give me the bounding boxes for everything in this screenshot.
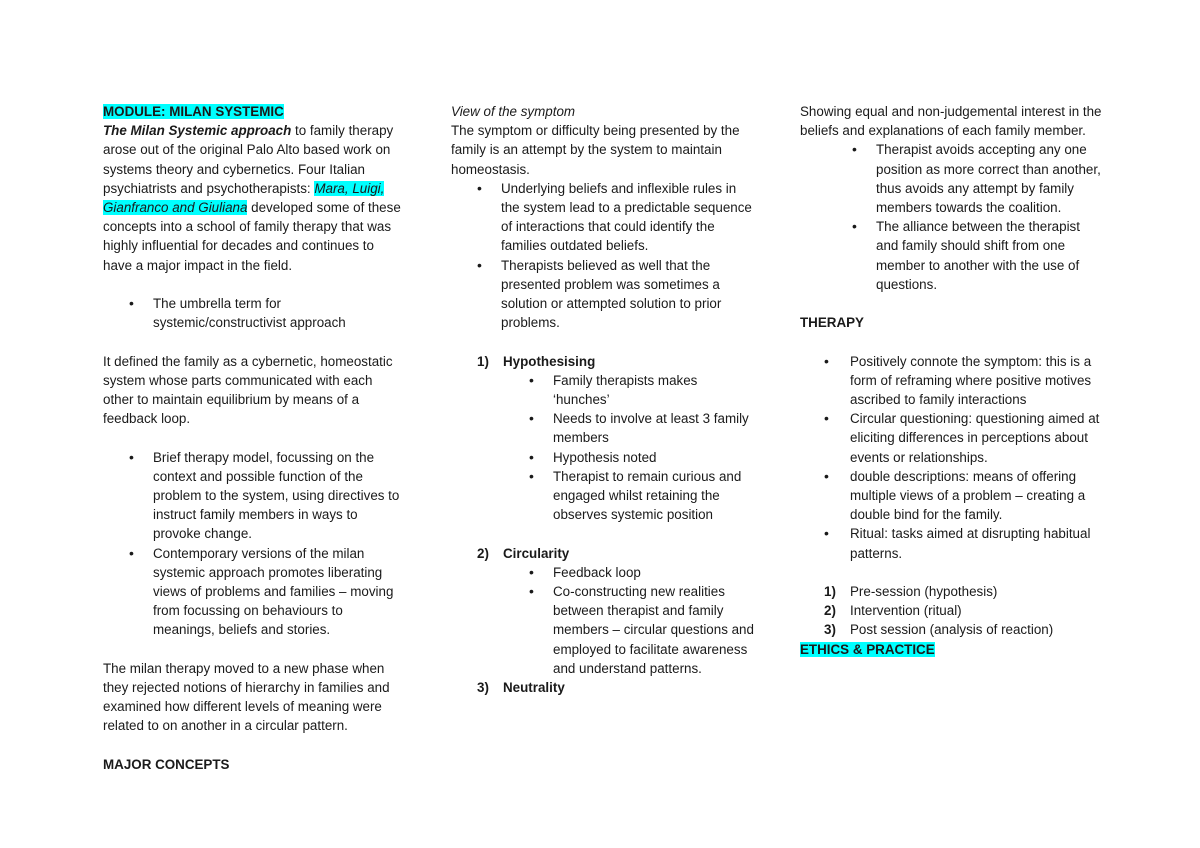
step-item: 2) Intervention (ritual) [824,603,962,619]
list-item: • The alliance between the therapist and family should shift from one member to another with the use of questions. [800,217,1105,294]
ethics-heading: ETHICS & PRACTICE [800,641,935,657]
founder-names: Mara, Luigi, Gianfranco and Giuliana [103,180,385,216]
symptom-heading: View of the symptom [451,104,576,119]
list-item: • Positively connote the symptom: this is a form of reframing where positive motives ascribed to family interactions [800,352,1105,410]
list-item: • Needs to involve at least 3 family members [451,409,756,447]
list-item: • Contemporary versions of the milan systemic approach promotes liberating views of problems and families – moving from focussing on behaviours to meanings, beliefs and stories. [103,544,403,640]
list-item: • Circular questioning: questioning aimed at eliciting differences in perceptions about events or relationships. [800,409,1105,467]
list-item: • Therapist to remain curious and engaged whilst retaining the observes systemic position [451,467,756,525]
therapy-list [800,352,1105,563]
column-2 [451,102,756,697]
step-item: 3) Post session (analysis of reaction) [824,622,1054,638]
list-item: • The umbrella term for systemic/constructivist approach [103,294,403,332]
cybernetic-paragraph: It defined the family as a cybernetic, homeostatic system whose parts communicated with each other to maintain equilibrium by means of a feedback loop. [103,353,393,427]
neutrality-heading: 3) Neutrality [477,680,565,696]
list-item: • Brief therapy model, focussing on the context and possible function of the problem to the system, using directives to instruct family members in ways to provoke change. [103,448,403,544]
intro-italic: The Milan Systemic approach [103,123,292,139]
intro-text-a: to family therapy arose out of the original Palo Alto based work on systems theory and cybernetics. Four Italian psychiatrists and psychotherapists: [103,123,394,196]
module-title: MODULE: MILAN SYSTEMIC [103,104,284,119]
list-item: • Hypothesis noted [451,448,756,467]
model-list [103,448,403,640]
major-concepts-heading: MAJOR CONCEPTS [103,756,230,772]
list-item: • Family therapists makes ‘hunches’ [451,371,756,409]
circularity-heading: 2) Circularity [477,545,570,561]
hypothesising-heading: 1) Hypothesising [477,353,596,369]
column-3 [800,102,1105,659]
hypothesising-list [451,371,756,525]
neutrality-list [800,140,1105,294]
symptom-list [451,179,756,333]
list-item: • double descriptions: means of offering multiple views of a problem – creating a double bind for the family. [800,467,1105,525]
new-phase-paragraph: The milan therapy moved to a new phase when they rejected notions of hierarchy in families and examined how different levels of meaning were related to on another in a circular pattern. [103,660,390,734]
list-item: • Ritual: tasks aimed at disrupting habitual patterns. [800,524,1105,562]
circularity-list [451,563,756,678]
neutrality-paragraph: Showing equal and non-judgemental interest in the beliefs and explanations of each family member. [800,104,1102,139]
list-item: • Therapist avoids accepting any one position as more correct than another, thus avoids any attempt by family members towards the coalition. [800,140,1105,217]
umbrella-list [103,294,403,332]
intro-text-b: developed some of these concepts into a school of family therapy that was highly influential for decades and continues to have a major impact in the field. [103,200,401,273]
list-item: • Underlying beliefs and inflexible rules in the system lead to a predictable sequence of interactions that could identify the families outdated beliefs. [451,179,756,256]
list-item: • Feedback loop [451,563,756,582]
symptom-paragraph: The symptom or difficulty being presented by the family is an attempt by the system to maintain homeostasis. [451,123,740,177]
column-1 [103,102,403,774]
intro-paragraph [103,121,403,275]
list-item: • Therapists believed as well that the presented problem was sometimes a solution or attempted solution to prior problems. [451,256,756,333]
therapy-heading: THERAPY [800,315,864,331]
list-item: • Co-constructing new realities between therapist and family members – circular questions and employed to facilitate awareness and understand patterns. [451,582,756,678]
step-item: 1) Pre-session (hypothesis) [824,584,998,600]
